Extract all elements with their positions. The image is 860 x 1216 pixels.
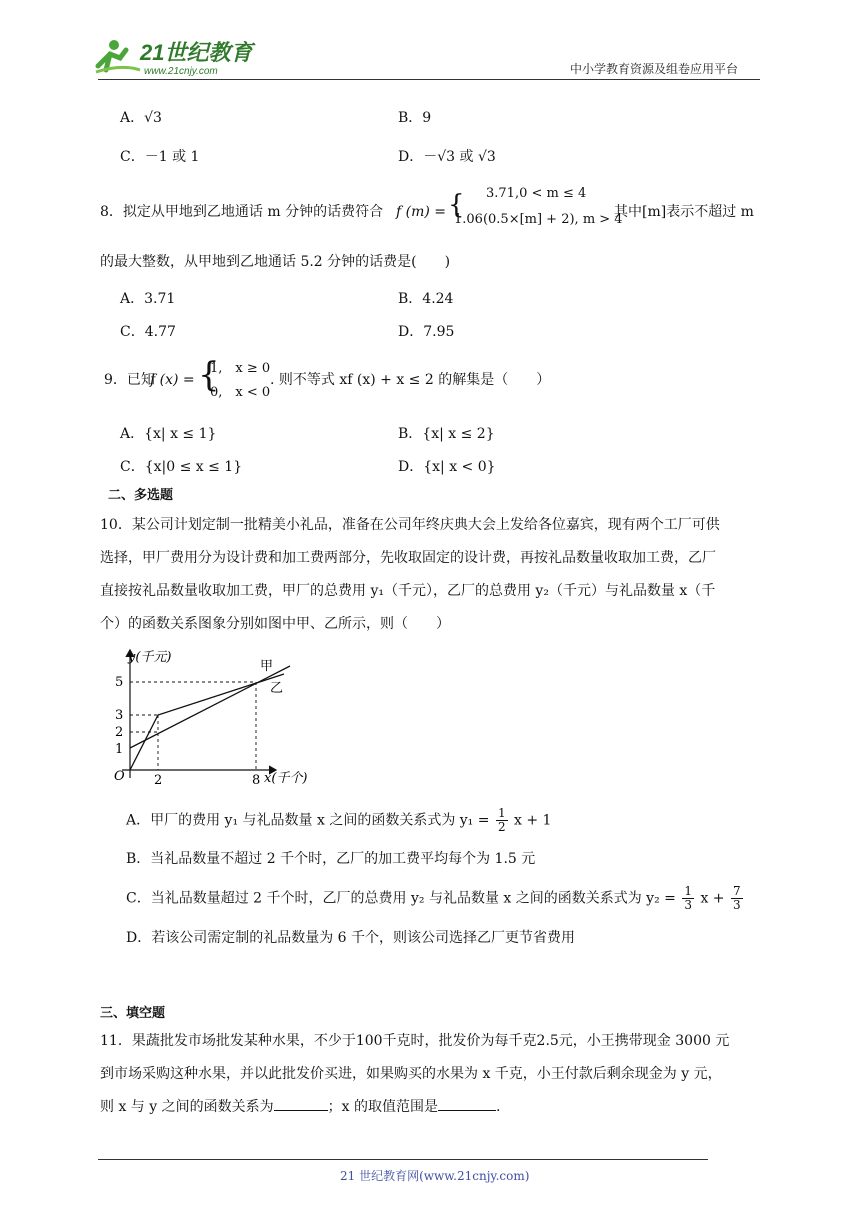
x-tick-2: 2 bbox=[154, 773, 163, 784]
platform-title: 中小学教育资源及组卷应用平台 bbox=[570, 62, 739, 76]
q8-case-1: 3.71,0 < m ≤ 4 bbox=[486, 186, 587, 201]
q11-line-3: 则 x 与 y 之间的函数关系为 ；x 的取值范围是 . bbox=[100, 1099, 501, 1115]
q10-line-4: 个）的函数关系图象分别如图中甲、乙所示，则（ ） bbox=[100, 616, 450, 632]
q9-brace: { bbox=[198, 355, 220, 395]
q9-option-d: D．{x| x < 0} bbox=[398, 459, 496, 475]
x-tick-8: 8 bbox=[252, 773, 261, 784]
q8-stem-start: 8．拟定从甲地到乙地通话 m 分钟的话费符合 bbox=[100, 204, 384, 220]
q8-option-c: C．4.77 bbox=[120, 324, 176, 340]
runner-icon bbox=[96, 40, 140, 72]
q9-stem-start: 9．已知 bbox=[104, 372, 155, 388]
q10-graph bbox=[108, 644, 322, 784]
q10-line-1: 10．某公司计划定制一批精美小礼品，准备在公司年终庆典大会上发给各位嘉宾，现有两个工厂可供 bbox=[100, 517, 720, 533]
y-tick-1: 1 bbox=[115, 742, 124, 757]
x-axis-label: x(千个) bbox=[264, 771, 308, 784]
section-title-fill-blank: 三、填空题 bbox=[100, 1006, 166, 1021]
q9-case-2: 0, x < 0 bbox=[210, 385, 271, 400]
q8-option-b: B．4.24 bbox=[398, 291, 454, 307]
logo-url: www.21cnjy.com bbox=[144, 66, 218, 77]
y-tick-3: 3 bbox=[115, 708, 124, 723]
q8-brace: { bbox=[448, 190, 465, 220]
logo-text: 21世纪教育 bbox=[140, 40, 253, 65]
q9-function-label: f (x) = bbox=[150, 372, 195, 388]
line-yi-label: 乙 bbox=[270, 681, 284, 696]
q11-blank-2 bbox=[438, 1110, 496, 1111]
q11-blank-1 bbox=[274, 1110, 328, 1111]
q8-option-d: D．7.95 bbox=[398, 324, 455, 340]
q7-option-a: A．√3 bbox=[120, 110, 162, 126]
q10-option-b: B．当礼品数量不超过 2 千个时，乙厂的加工费平均每个为 1.5 元 bbox=[126, 851, 536, 867]
origin-label: O bbox=[114, 769, 125, 784]
q10-option-d: D．若该公司需定制的礼品数量为 6 千个，则该公司选择乙厂更节省费用 bbox=[126, 930, 576, 946]
site-logo bbox=[92, 36, 292, 80]
q7-option-d: D．－√3 或 √3 bbox=[398, 149, 496, 165]
header-divider bbox=[98, 79, 760, 80]
section-title-multi-choice: 二、多选题 bbox=[108, 488, 174, 503]
q8-function-label: f (m) = bbox=[396, 204, 447, 220]
y-tick-5: 5 bbox=[115, 675, 124, 690]
q8-option-a: A．3.71 bbox=[120, 291, 176, 307]
footer-divider bbox=[98, 1159, 708, 1160]
q10-option-c: C．当礼品数量超过 2 千个时，乙厂的总费用 y₂ 与礼品数量 x 之间的函数关系式为 y₂ = $\frac{1}{3}$ x + $\frac{7}{3}$ bbox=[126, 884, 741, 912]
y-axis-label: y(千元) bbox=[128, 650, 172, 665]
q8-case-2: 1.06(0.5×[m] + 2), m > 4 bbox=[454, 212, 623, 227]
q9-stem-end: . 则不等式 xf (x) + x ≤ 2 的解集是（ ） bbox=[270, 372, 551, 388]
line-jia-label: 甲 bbox=[260, 659, 274, 674]
q10-line-3: 直接按礼品数量收取加工费，甲厂的总费用 y₁（千元），乙厂的总费用 y₂（千元）与礼品数量 x（千 bbox=[100, 583, 716, 599]
line-jia bbox=[130, 666, 290, 748]
q7-option-b: B．9 bbox=[398, 110, 432, 126]
q7-option-c: C．－1 或 1 bbox=[120, 149, 200, 165]
q10-option-a: A．甲厂的费用 y₁ 与礼品数量 x 之间的函数关系式为 y₁ = $\frac{1}{2}$ x + 1 bbox=[126, 806, 552, 834]
q11-line-2: 到市场采购这种水果，并以此批发价买进，如果购买的水果为 x 千克，小王付款后剩余现金为 y 元， bbox=[100, 1066, 722, 1082]
q9-option-a: A．{x| x ≤ 1} bbox=[120, 426, 217, 442]
q8-stem-end: 其中[m]表示不超过 m bbox=[614, 204, 754, 220]
line-yi bbox=[130, 674, 284, 770]
q8-stem-line2: 的最大整数，从甲地到乙地通话 5.2 分钟的话费是( ) bbox=[100, 254, 451, 270]
q10-line-2: 选择，甲厂费用分为设计费和加工费两部分，先收取固定的设计费，再按礼品数量收取加工费，乙厂 bbox=[100, 550, 716, 566]
q9-case-1: 1, x ≥ 0 bbox=[210, 361, 271, 376]
y-tick-2: 2 bbox=[115, 725, 124, 740]
footer-text: 21 世纪教育网(www.21cnjy.com) bbox=[340, 1169, 530, 1183]
q9-option-c: C．{x|0 ≤ x ≤ 1} bbox=[120, 459, 243, 475]
q9-option-b: B．{x| x ≤ 2} bbox=[398, 426, 495, 442]
q11-line-1: 11．果蔬批发市场批发某种水果，不少于100千克时，批发价为每千克2.5元，小王携带现金 3000 元 bbox=[100, 1033, 730, 1049]
